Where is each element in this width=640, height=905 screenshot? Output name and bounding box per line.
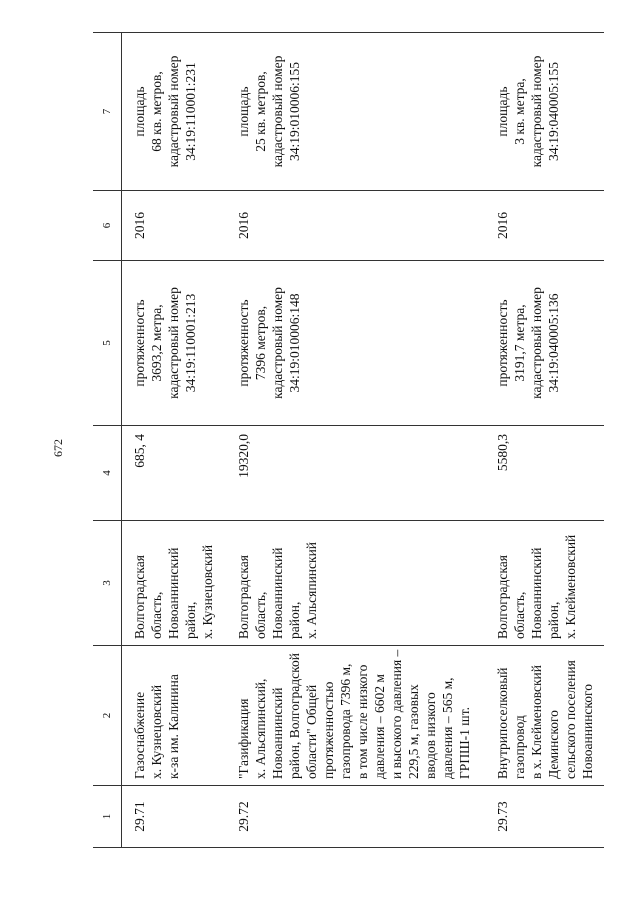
address-cell	[122, 521, 227, 646]
address-line: область,	[512, 591, 527, 639]
length-line: кадастровый номер	[166, 287, 181, 399]
length-line: 34:19:010006:148	[287, 293, 302, 393]
length-line: протяженность	[236, 299, 251, 387]
length-cell	[485, 261, 604, 426]
table-row	[226, 33, 485, 848]
object-name-line: х. Альсяпинский,	[253, 678, 268, 779]
rotated-page-content	[93, 33, 593, 848]
area-line: кадастровый номер	[529, 55, 544, 168]
length-line: 34:19:110001:213	[183, 293, 198, 393]
area-line: кадастровый номер	[270, 55, 285, 168]
area-line: кадастровый номер	[166, 55, 181, 168]
area-line: 34:19:110001:231	[183, 62, 198, 161]
row-number: 29.72	[226, 786, 485, 848]
object-name-line: области" Общей	[304, 684, 319, 779]
value-cell: 19320,0	[226, 426, 485, 521]
area-line: 3 кв. метра,	[512, 78, 527, 145]
area-cell	[485, 33, 604, 191]
year-cell: 2016	[485, 191, 604, 261]
address-line: х. Кузнецовский	[200, 544, 215, 639]
column-number: 4	[93, 426, 122, 521]
address-line: Новоаннинский	[270, 547, 285, 639]
length-line: кадастровый номер	[529, 287, 544, 399]
object-name-line: давления – 565 м,	[440, 677, 455, 779]
year-cell: 2016	[226, 191, 485, 261]
registry-table	[93, 32, 604, 848]
area-cell	[226, 33, 485, 191]
column-number: 2	[93, 646, 122, 786]
length-line: 3191,7 метра,	[512, 304, 527, 382]
address-cell	[226, 521, 485, 646]
column-number: 6	[93, 191, 122, 261]
value-cell: 5580,3	[485, 426, 604, 521]
object-name-line: в том числе низкого	[355, 664, 370, 779]
address-line: Волгоградская	[132, 555, 147, 639]
object-name-line: х. Кузнецовский	[149, 684, 164, 779]
address-line: х. Клейменовский	[563, 534, 578, 639]
area-line: 68 кв. метров,	[149, 71, 164, 152]
address-line: Новоаннинский	[529, 547, 544, 639]
area-line: площадь	[236, 86, 251, 137]
address-line: область,	[149, 591, 164, 639]
address-line: район,	[287, 601, 302, 639]
length-line: протяженность	[495, 299, 510, 387]
object-name-line: "Газификация	[236, 698, 251, 779]
area-line: площадь	[132, 86, 147, 137]
page-number: 672	[51, 439, 65, 457]
object-name-line: район, Волгоградской	[287, 653, 302, 779]
object-name-cell	[122, 646, 227, 786]
object-name-line: и высокого давления –	[389, 649, 404, 779]
object-name-line: сельского поселения	[563, 660, 578, 779]
length-line: кадастровый номер	[270, 287, 285, 399]
area-line: 25 кв. метров,	[253, 71, 268, 152]
object-name-line: ГРПШ-1 шт.	[457, 707, 472, 779]
row-number: 29.71	[122, 786, 227, 848]
year-cell: 2016	[122, 191, 227, 261]
object-name-line: Газоснабжение	[132, 691, 147, 779]
address-line: Волгоградская	[495, 555, 510, 639]
length-line: 34:19:040005:136	[546, 293, 561, 393]
object-name-line: газопровод	[512, 715, 527, 779]
object-name-line: Новоаннинского	[580, 684, 595, 779]
object-name-line: к-за им. Калинина	[166, 674, 181, 779]
object-name-cell	[226, 646, 485, 786]
table-row	[485, 33, 604, 848]
table-row	[122, 33, 227, 848]
area-line: площадь	[495, 86, 510, 137]
column-number: 7	[93, 33, 122, 191]
object-name-line: Деминского	[546, 710, 561, 779]
row-number: 29.73	[485, 786, 604, 848]
object-name-line: Внутрипоселковый	[495, 667, 510, 779]
object-name-line: давления – 6602 м	[372, 674, 387, 779]
object-name-line: протяженностью	[321, 681, 336, 779]
address-line: район,	[183, 601, 198, 639]
value-cell: 685, 4	[122, 426, 227, 521]
area-line: 34:19:010006:155	[287, 62, 302, 162]
length-cell	[226, 261, 485, 426]
object-name-line: 229,5 м, газовых	[406, 684, 421, 779]
area-cell	[122, 33, 227, 191]
object-name-line: вводов низкого	[423, 692, 438, 779]
area-line: 34:19:040005:155	[546, 62, 561, 162]
address-line: Новоаннинский	[166, 547, 181, 639]
length-line: 3693,2 метра,	[149, 304, 164, 382]
object-name-line: в х. Клейменовский	[529, 664, 544, 779]
length-line: 7396 метров,	[253, 305, 268, 381]
address-line: х. Альсяпинский	[304, 541, 319, 639]
column-number: 3	[93, 521, 122, 646]
object-name-line: газопровода 7396 м,	[338, 663, 353, 779]
address-line: Волгоградская	[236, 555, 251, 639]
address-line: район,	[546, 601, 561, 639]
length-line: протяженность	[132, 299, 147, 387]
object-name-line: Новоаннинский	[270, 687, 285, 779]
length-cell	[122, 261, 227, 426]
column-number: 5	[93, 261, 122, 426]
address-cell	[485, 521, 604, 646]
column-number: 1	[93, 786, 122, 848]
address-line: область,	[253, 591, 268, 639]
object-name-cell	[485, 646, 604, 786]
column-number-row	[93, 33, 122, 848]
